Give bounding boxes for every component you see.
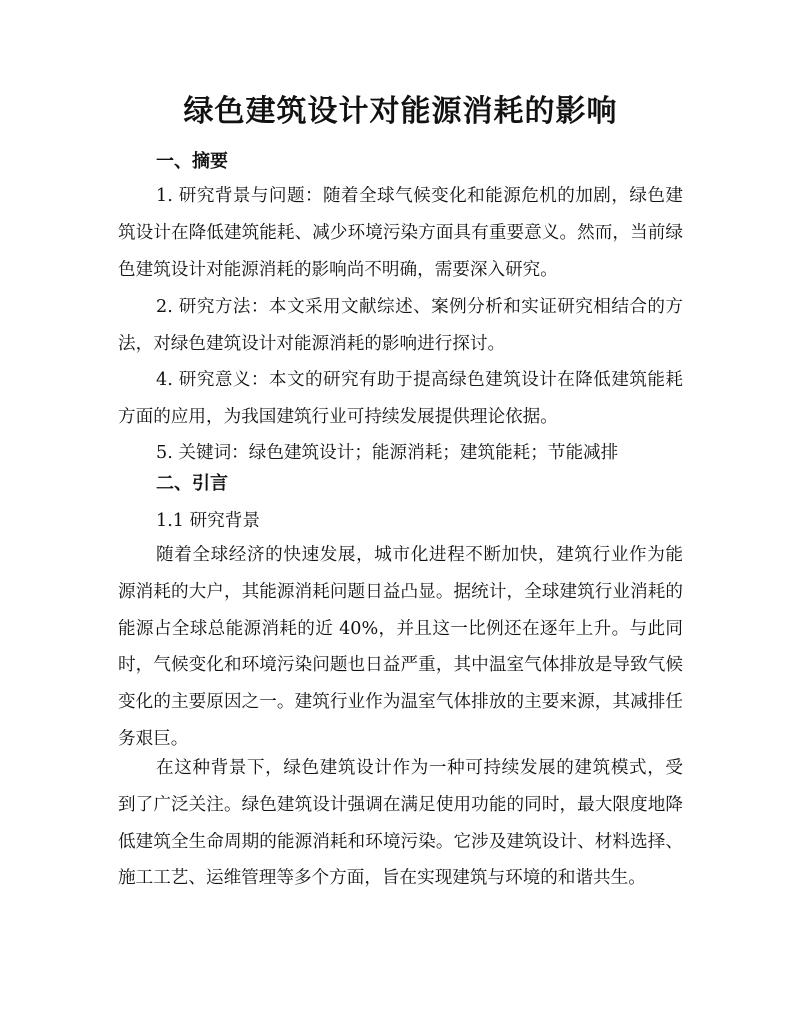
subsection-heading-background: 1.1 研究背景 <box>156 511 260 531</box>
section-heading-abstract: 一、摘要 <box>156 151 228 172</box>
abstract-item-4: 4. 研究意义：本文的研究有助于提高绿色建筑设计在降低建筑能耗方面的应用，为我国建筑行业可持续发展提供理论依据。 <box>118 370 683 427</box>
section-heading-introduction: 二、引言 <box>156 473 228 494</box>
abstract-item-1: 1. 研究背景与问题：随着全球气候变化和能源危机的加剧，绿色建筑设计在降低建筑能耗、减少环境污染方面具有重要意义。然而，当前绿色建筑设计对能源消耗的影响尚不明确，需要深入研究。 <box>118 186 683 280</box>
abstract-item-5: 5. 关键词：绿色建筑设计；能源消耗；建筑能耗；节能减排 <box>156 443 619 463</box>
intro-paragraph-1: 随着全球经济的快速发展，城市化进程不断加快，建筑行业作为能源消耗的大户，其能源消耗问题日益凸显。据统计，全球建筑行业消耗的能源占全球总能源消耗的近 40%，并且这一比例还在逐年上升。与此同时，气候变化和环境污染问题也日益严重，其中温室气体排放是导致气候变化的主要原因之一。建筑行业作为温室气体排放的主要来源，其减排任务艰巨。 <box>118 545 683 749</box>
abstract-item-2: 2. 研究方法：本文采用文献综述、案例分析和实证研究相结合的方法，对绿色建筑设计对能源消耗的影响进行探讨。 <box>118 297 683 354</box>
document-title: 绿色建筑设计对能源消耗的影响 <box>183 94 618 129</box>
intro-paragraph-2: 在这种背景下，绿色建筑设计作为一种可持续发展的建筑模式，受到了广泛关注。绿色建筑设计强调在满足使用功能的同时，最大限度地降低建筑全生命周期的能源消耗和环境污染。它涉及建筑设计、材料选择、施工工艺、运维管理等多个方面，旨在实现建筑与环境的和谐共生。 <box>118 758 683 889</box>
